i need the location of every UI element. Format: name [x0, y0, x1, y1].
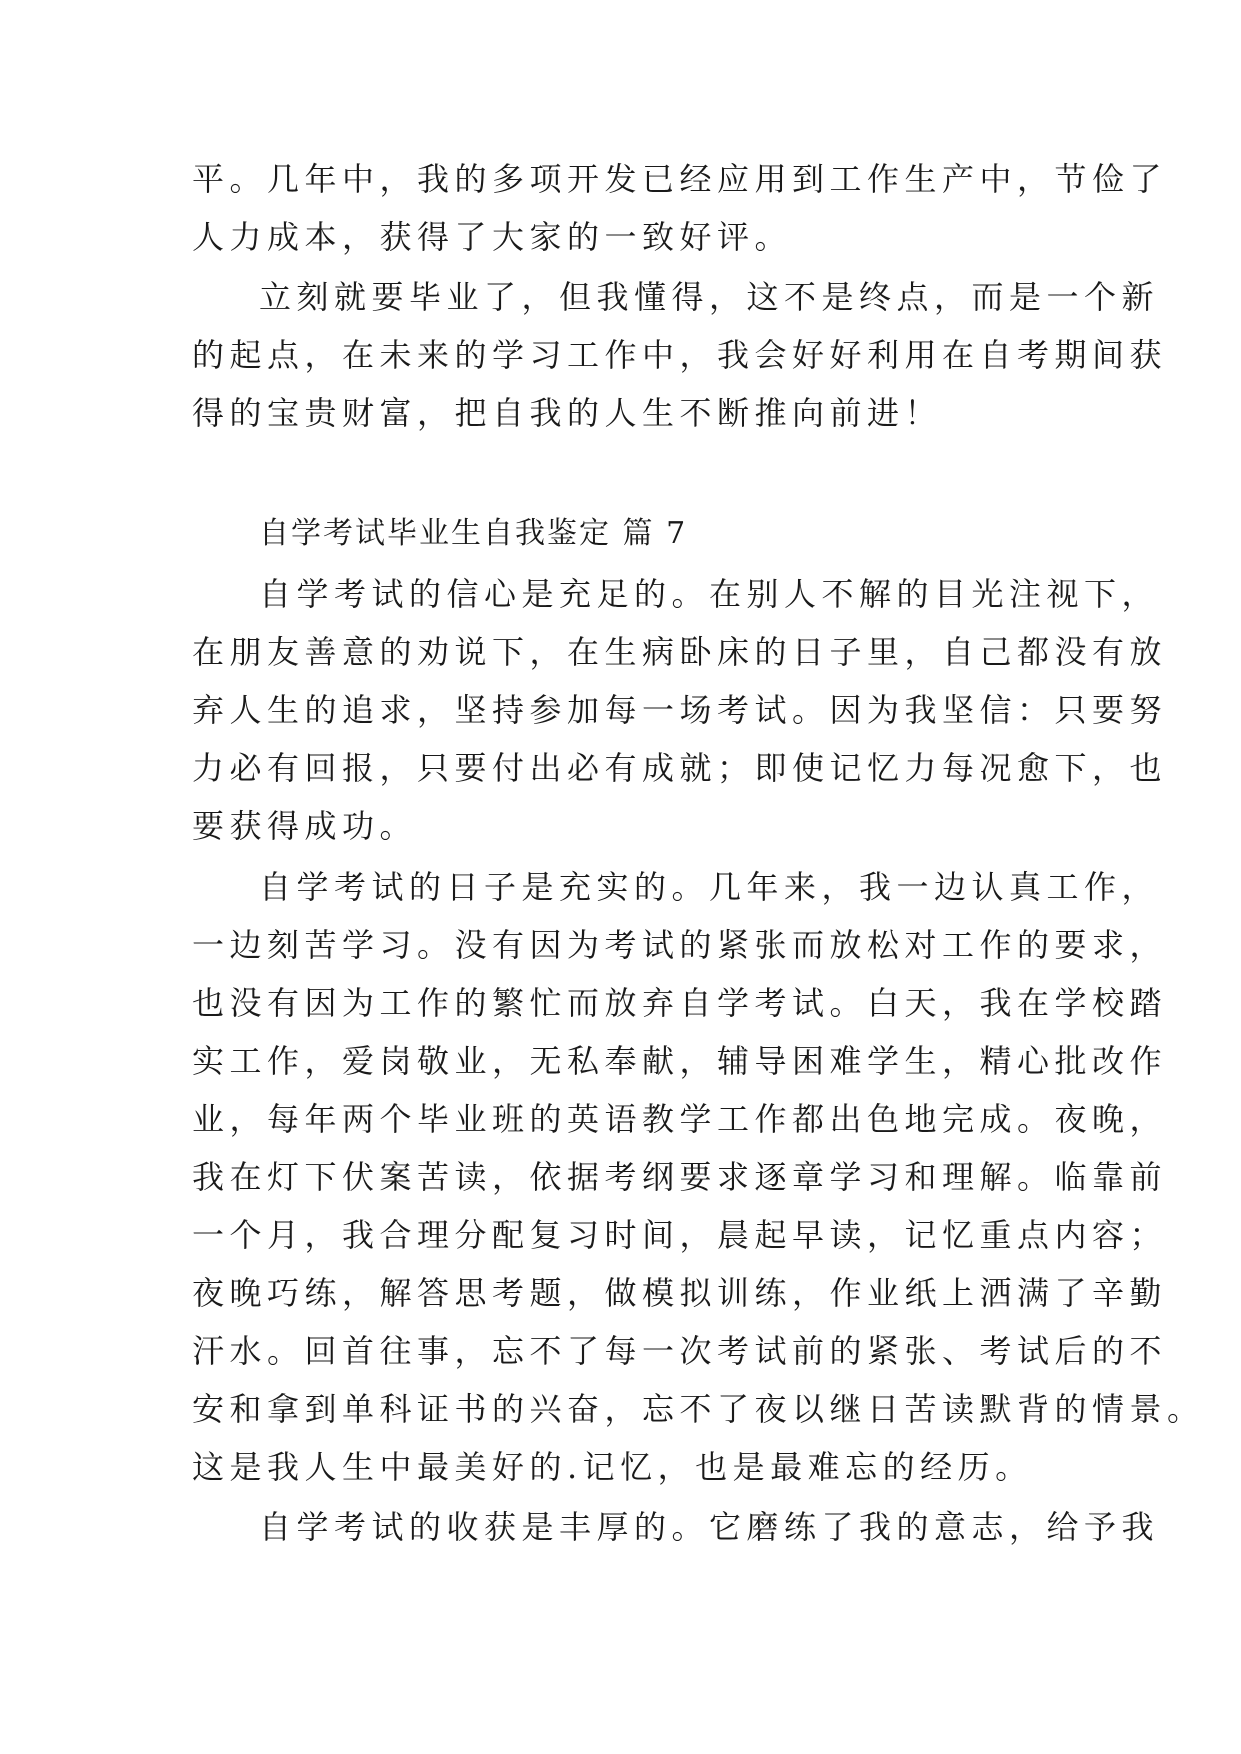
text-line: 这是我人生中最美好的.记忆，也是最难忘的经历。 [192, 1448, 1033, 1486]
text-line: 力必有回报，只要付出必有成就；即使记忆力每况愈下，也 [192, 749, 1168, 787]
text-line: 平。几年中，我的多项开发已经应用到工作生产中，节俭了 [192, 160, 1168, 198]
text-line: 一个月，我合理分配复习时间，晨起早读，记忆重点内容； [192, 1216, 1168, 1254]
text-line: 也没有因为工作的繁忙而放弃自学考试。白天，我在学校踏 [192, 984, 1168, 1022]
text-line: 实工作，爱岗敬业，无私奉献，辅导困难学生，精心批改作 [192, 1042, 1168, 1080]
text-line: 自学考试的收获是丰厚的。它磨练了我的意志，给予我 [259, 1508, 1160, 1546]
text-line: 我在灯下伏案苦读，依据考纲要求逐章学习和理解。临靠前 [192, 1158, 1168, 1196]
text-line: 一边刻苦学习。没有因为考试的紧张而放松对工作的要求， [192, 926, 1168, 964]
text-line: 安和拿到单科证书的兴奋，忘不了夜以继日苦读默背的情景。 [192, 1390, 1205, 1428]
text-line: 弃人生的追求，坚持参加每一场考试。因为我坚信：只要努 [192, 691, 1168, 729]
text-line: 得的宝贵财富，把自我的人生不断推向前进！ [192, 394, 943, 432]
text-line: 夜晚巧练，解答思考题，做模拟训练，作业纸上洒满了辛勤 [192, 1274, 1168, 1312]
text-line: 的起点，在未来的学习工作中，我会好好利用在自考期间获 [192, 336, 1168, 374]
text-line: 业，每年两个毕业班的英语教学工作都出色地完成。夜晚， [192, 1100, 1168, 1138]
text-line: 立刻就要毕业了，但我懂得，这不是终点，而是一个新 [259, 278, 1160, 316]
text-line: 汗水。回首往事，忘不了每一次考试前的紧张、考试后的不 [192, 1332, 1168, 1370]
text-line: 自学考试的日子是充实的。几年来，我一边认真工作， [259, 868, 1160, 906]
text-line: 在朋友善意的劝说下，在生病卧床的日子里，自己都没有放 [192, 633, 1168, 671]
section-heading: 自学考试毕业生自我鉴定 篇 7 [259, 516, 688, 551]
text-line: 人力成本，获得了大家的一致好评。 [192, 218, 793, 256]
text-line: 要获得成功。 [192, 807, 418, 845]
text-line: 自学考试的信心是充足的。在别人不解的目光注视下， [259, 575, 1160, 613]
